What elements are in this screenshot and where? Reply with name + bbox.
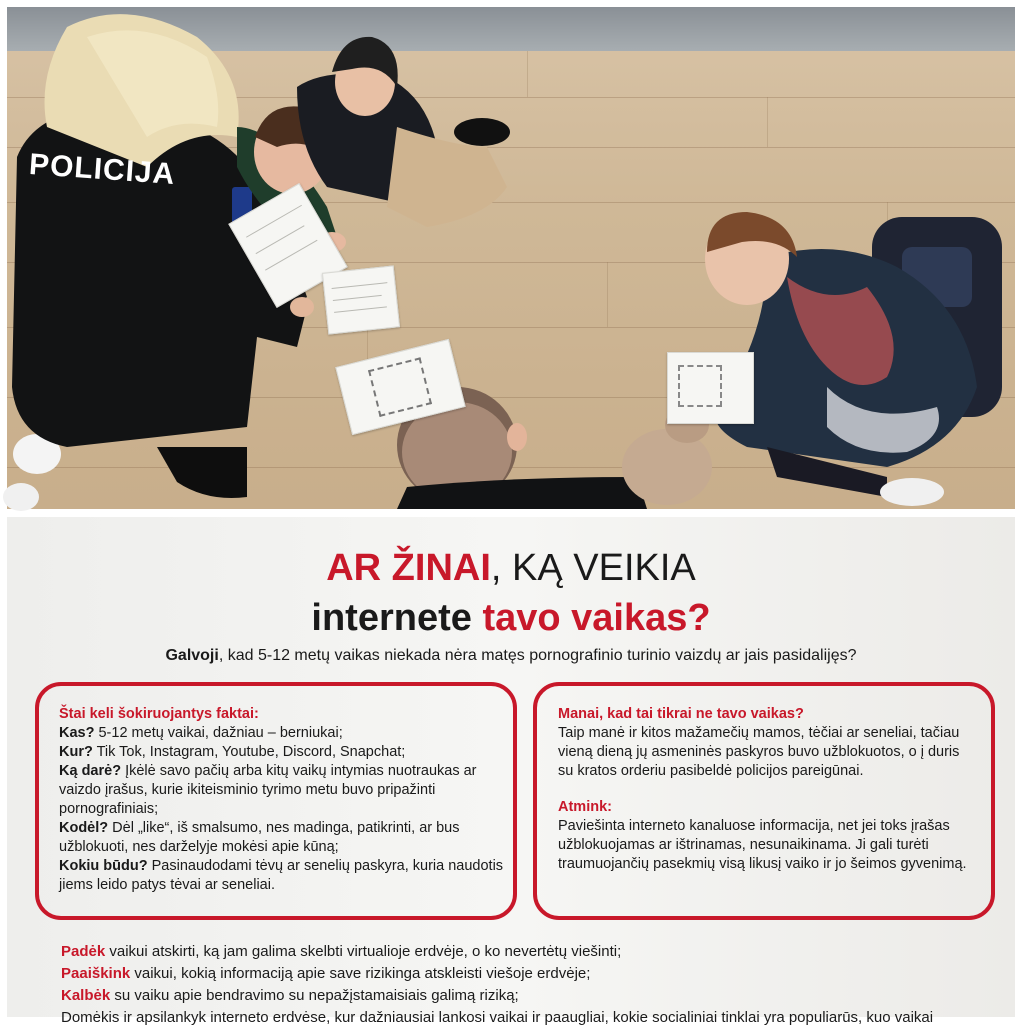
classroom-photo: [7, 7, 1015, 509]
poster-question: Galvoji, kad 5-12 metų vaikas niekada nėra matęs pornografinio turinio vaizdų ar jais pasidalijęs?: [165, 647, 857, 664]
advice-item: Paaiškink vaikui, kokią informaciją apie save rizikinga atskleisti viešoje erdvėje;: [61, 965, 591, 982]
facts-text: [59, 705, 509, 895]
remember-paragraph: Paviešinta interneto kanaluose informacija, net jei toks įrašas užblokuojamas ar ištrinamas, nesunaikinama. Ji gali turėti traumuojančių pasekmių visą likusį vaiko ir jo šeimos gyvenimą.: [558, 818, 967, 872]
fact-item: Kodėl? Dėl „like“, iš smalsumo, nes madinga, patikrinti, ar bus užblokuoti, nes darželyje mokėsi apie kūną;: [59, 820, 460, 855]
fact-item: Ką darė? Įkėlė savo pačių arba kitų vaikų intymias nuotraukas ar vaizdo įrašus, kurie ikiteisminio tyrimo metu buvo pripažinti pornografiniais;: [59, 763, 477, 817]
reminder-paragraph: Taip manė ir kitos mažamečių mamos, tėčiai ar seneliai, tačiau vieną dieną jų asmeninės paskyros buvo užblokuotos, o į duris su kratos orderiu pasibeldė policijos pareigūnai.: [558, 725, 960, 779]
poster-title-line1: AR ŽINAI, KĄ VEIKIA: [326, 547, 696, 589]
fact-item: Kur? Tik Tok, Instagram, Youtube, Discord, Snapchat;: [59, 744, 406, 760]
reminder-text: [558, 705, 978, 874]
fact-item: Kas? 5-12 metų vaikai, dažniau – berniukai;: [59, 725, 343, 741]
advice-list: [61, 941, 1011, 1029]
facts-heading: Štai keli šokiruojantys faktai:: [59, 706, 259, 722]
reminder-heading: Manai, kad tai tikrai ne tavo vaikas?: [558, 706, 804, 722]
maze-worksheet: [667, 352, 754, 424]
advice-item: Domėkis ir apsilankyk interneto erdvėse, kur dažniausiai lankosi vaikai ir paaugliai, kokie socialiniai tinklai yra populiarūs, kuo vaikai: [61, 1009, 934, 1026]
advice-item: Padėk vaikui atskirti, ką jam galima skelbti virtualioje erdvėje, o ko nevertėtų viešinti;: [61, 943, 622, 960]
vest-text: POLICIJA: [28, 147, 177, 192]
advice-item: Kalbėk su vaiku apie bendravimo su nepažįstamaisiais galimą riziką;: [61, 987, 519, 1004]
remember-heading: Atmink:: [558, 799, 612, 815]
people-scene: [7, 7, 1015, 509]
worksheet-paper: [322, 265, 400, 334]
boy-black-hoodie: [297, 37, 510, 227]
poster-title-line2: internete tavo vaikas?: [311, 597, 711, 639]
poster: [7, 517, 1015, 1026]
fact-item: Kokiu būdu? Pasinaudodami tėvų ar senelių paskyra, kuria naudotis jiems leido patys tėvai ar seneliai.: [59, 858, 504, 893]
